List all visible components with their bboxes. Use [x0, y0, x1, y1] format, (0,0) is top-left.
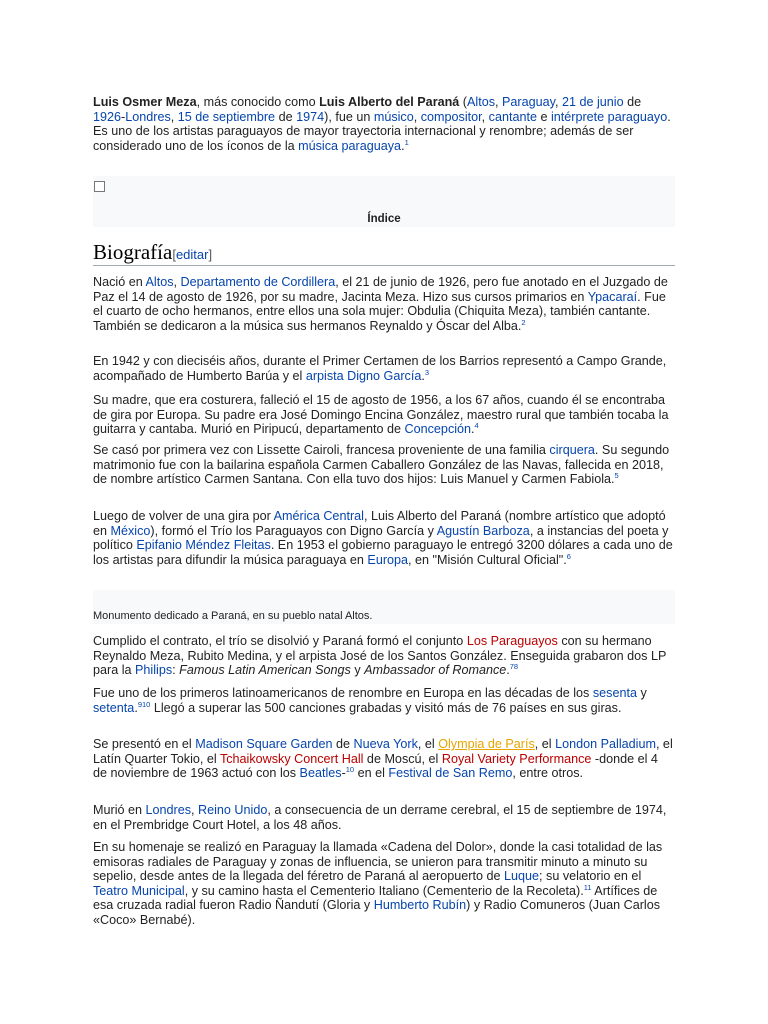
- link-teatro-municipal[interactable]: Teatro Municipal: [93, 883, 185, 898]
- link-musica-paraguaya[interactable]: música paraguaya: [298, 138, 402, 153]
- paragraph-los-paraguayos: Cumplido el contrato, el trío se disolvió y Paraná formó el conjunto Los Paraguayos con su hermano Reynaldo Meza, Rubito Medina, y el arpista José de los Santos González. Enseguida grabaron dos LP para la Philips: Famous Latin American Songs y Ambassador of Romance.$^{78}$: [93, 634, 667, 678]
- link-beatles[interactable]: Beatles: [299, 766, 342, 781]
- link-departamento-cordillera[interactable]: Departamento de Cordillera: [180, 275, 336, 289]
- link-olympia-de-paris[interactable]: Olympia de París: [438, 737, 535, 751]
- reference-11[interactable]: 11: [583, 882, 592, 892]
- link-compositor[interactable]: compositor: [420, 109, 482, 124]
- link-paraguay[interactable]: Paraguay: [502, 95, 555, 109]
- reference-78[interactable]: 78: [509, 662, 519, 672]
- link-nueva-york[interactable]: Nueva York: [353, 737, 418, 751]
- link-altos-2[interactable]: Altos: [145, 275, 174, 289]
- section-title: Biografía: [93, 240, 173, 264]
- link-madison-square-garden[interactable]: Madison Square Garden: [195, 737, 333, 751]
- link-1926[interactable]: 1926: [93, 109, 122, 124]
- figure-monumento: [93, 590, 675, 624]
- link-europa[interactable]: Europa: [367, 552, 409, 567]
- link-musico[interactable]: músico: [373, 109, 414, 124]
- paragraph-trio: Luego de volver de una gira por América Central, Luis Alberto del Paraná (nombre artístico que adoptó en México), formó el Trío los Paraguayos con Digno García y Agustín Barboza, a instancias del poeta y político Epifanio Méndez Fleitas. En 1953 el gobierno paraguayo le entregó 3200 dólares a cada uno de los artistas para difundir la música paraguaya en Europa, en "Misión Cultural Oficial".$^6$: [93, 509, 673, 567]
- link-humberto-rubin[interactable]: Humberto Rubín: [373, 898, 467, 913]
- link-cantante[interactable]: cantante: [488, 109, 537, 124]
- link-interprete-paraguayo[interactable]: intérprete paraguayo: [550, 109, 668, 124]
- link-21-de-junio[interactable]: 21 de junio: [561, 95, 624, 109]
- reference-910[interactable]: 910: [137, 699, 151, 709]
- paragraph-tribute: En su homenaje se realizó en Paraguay la llamada «Cadena del Dolor», donde la casi totalidad de las emisoras radiales de Paraguay y zonas de influencia, se unieron para transmitir minuto a minuto su sepelio, desde antes de la llegada del féretro de Paraná al aeropuerto de Luque; su velatorio en el Teatro Municipal, y su camino hasta el Cementerio Italiano (Cementerio de la Recoleta).$^{11}$ Artífices de esa cruzada radial fueron Radio Ñandutí (Gloria y Humberto Rubín) y Radio Comuneros (Juan Carlos «Coco» Bernabé).: [93, 840, 663, 927]
- link-reino-unido[interactable]: Reino Unido: [198, 803, 268, 817]
- link-epifanio-mendez-fleitas[interactable]: Epifanio Méndez Fleitas: [136, 538, 271, 553]
- link-luque[interactable]: Luque: [504, 869, 540, 884]
- link-agustin-barboza[interactable]: Agustín Barboza: [436, 523, 530, 538]
- album-title-1: Famous Latin American Songs: [179, 663, 351, 678]
- paragraph-europe: Fue uno de los primeros latinoamericanos de renombre en Europa en las décadas de los sesenta y setenta.$^{910}$ Llegó a superar las 500 canciones grabadas y visitó más de 76 países en sus giras.: [93, 686, 647, 715]
- paragraph-death: Murió en Londres, Reino Unido, a consecuencia de un derrame cerebral, el 15 de septiembre de 1974, en el Prembridge Court Hotel, a los 48 años.: [93, 803, 667, 832]
- link-america-central[interactable]: América Central: [273, 509, 364, 523]
- link-arpista-digno-garcia[interactable]: arpista Digno García: [305, 368, 422, 383]
- reference-6[interactable]: 6: [566, 551, 571, 561]
- toc-toggle-checkbox[interactable]: [94, 181, 105, 192]
- link-philips[interactable]: Philips: [135, 663, 173, 678]
- reference-3[interactable]: 3: [424, 367, 429, 377]
- link-1974[interactable]: 1974: [296, 109, 325, 124]
- paragraph-marriages: Se casó por primera vez con Lissette Cairoli, francesa proveniente de una familia cirquera. Su segundo matrimonio fue con la bailarina española Carmen Caballero González de las Navas, fallecida en 2018, de nombre artístico Carmen Santana. Con ella tuvo dos hijos: Luis Manuel y Carmen Fabiola.$^5$: [93, 443, 670, 487]
- section-heading-biografia: Biografía[editar]: [93, 240, 675, 266]
- table-of-contents: [93, 176, 675, 227]
- subject-name: Luis Osmer Meza: [93, 95, 197, 109]
- link-concepcion[interactable]: Concepción: [404, 422, 472, 437]
- reference-2[interactable]: 2: [521, 317, 526, 327]
- link-london-palladium[interactable]: London Palladium: [555, 737, 656, 751]
- subject-alias: Luis Alberto del Paraná: [319, 95, 460, 109]
- album-title-2: Ambassador of Romance: [364, 663, 507, 678]
- link-ypacarai[interactable]: Ypacaraí: [587, 289, 638, 304]
- link-setenta[interactable]: setenta: [93, 700, 135, 715]
- link-cirquera[interactable]: cirquera: [549, 443, 595, 457]
- paragraph-venues: Se presentó en el Madison Square Garden de Nueva York, el Olympia de París, el London Palladium, el Latín Quarter Tokio, el Tchaikowsky Concert Hall de Moscú, el Royal Variety Performance -donde el 4 de noviembre de 1963 actuó con los Beatles-$^{10}$ en el Festival de San Remo, entre otros.: [93, 737, 673, 781]
- link-tchaikowsky-concert-hall[interactable]: Tchaikowsky Concert Hall: [219, 751, 364, 766]
- link-festival-de-san-remo[interactable]: Festival de San Remo: [388, 766, 513, 781]
- link-royal-variety-performance[interactable]: Royal Variety Performance: [441, 751, 592, 766]
- intro-paragraph: Luis Osmer Meza, más conocido como Luis Alberto del Paraná (Altos, Paraguay, 21 de junio de 1926-Londres, 15 de septiembre de 1974), fue un músico, compositor, cantante e intérprete paraguayo. Es uno de los artistas paraguayos de mayor trayectoria internacional y renombre; además de ser considerado uno de los íconos de la música paraguaya.$^1$: [93, 95, 671, 153]
- paragraph-1942: En 1942 y con dieciséis años, durante el Primer Certamen de los Barrios representó a Campo Grande, acompañado de Humberto Barúa y el arpista Digno García.$^3$: [93, 354, 667, 383]
- toc-title: Índice: [367, 213, 401, 225]
- reference-10[interactable]: 10: [345, 765, 355, 775]
- paragraph-parents: Su madre, que era costurera, falleció el 15 de agosto de 1956, a los 67 años, cuando él se encontraba de gira por Europa. Su padre era José Domingo Encina González, maestro rural que también tocaba la guitarra y cantaba. Murió en Piripucú, departamento de Concepción.$^4$: [93, 393, 669, 437]
- reference-5[interactable]: 5: [614, 471, 619, 481]
- reference-4[interactable]: 4: [474, 421, 479, 431]
- link-londres[interactable]: Londres: [125, 109, 171, 124]
- edit-section-link[interactable]: editar: [175, 247, 209, 262]
- figure-caption: Monumento dedicado a Paraná, en su pueblo natal Altos.: [93, 610, 373, 622]
- link-mexico[interactable]: México: [110, 523, 151, 538]
- link-sesenta[interactable]: sesenta: [592, 686, 637, 700]
- link-londres-2[interactable]: Londres: [145, 803, 192, 817]
- link-altos[interactable]: Altos: [467, 95, 495, 109]
- link-15-de-septiembre[interactable]: 15 de septiembre: [177, 109, 276, 124]
- reference-1[interactable]: 1: [404, 137, 409, 147]
- paragraph-birth: Nació en Altos, Departamento de Cordillera, el 21 de junio de 1926, pero fue anotado en el Juzgado de Paz el 14 de agosto de 1926, por su madre, Jacinta Meza. Hizo sus cursos primarios en Ypacaraí. Fue el cuarto de ocho hermanos, entre ellos una sola mujer: Obdulia (Chiquita Meza), también cantante. También se dedicaron a la música sus hermanos Reynaldo y Óscar del Alba.$^2$: [93, 275, 668, 333]
- link-los-paraguayos[interactable]: Los Paraguayos: [466, 634, 558, 648]
